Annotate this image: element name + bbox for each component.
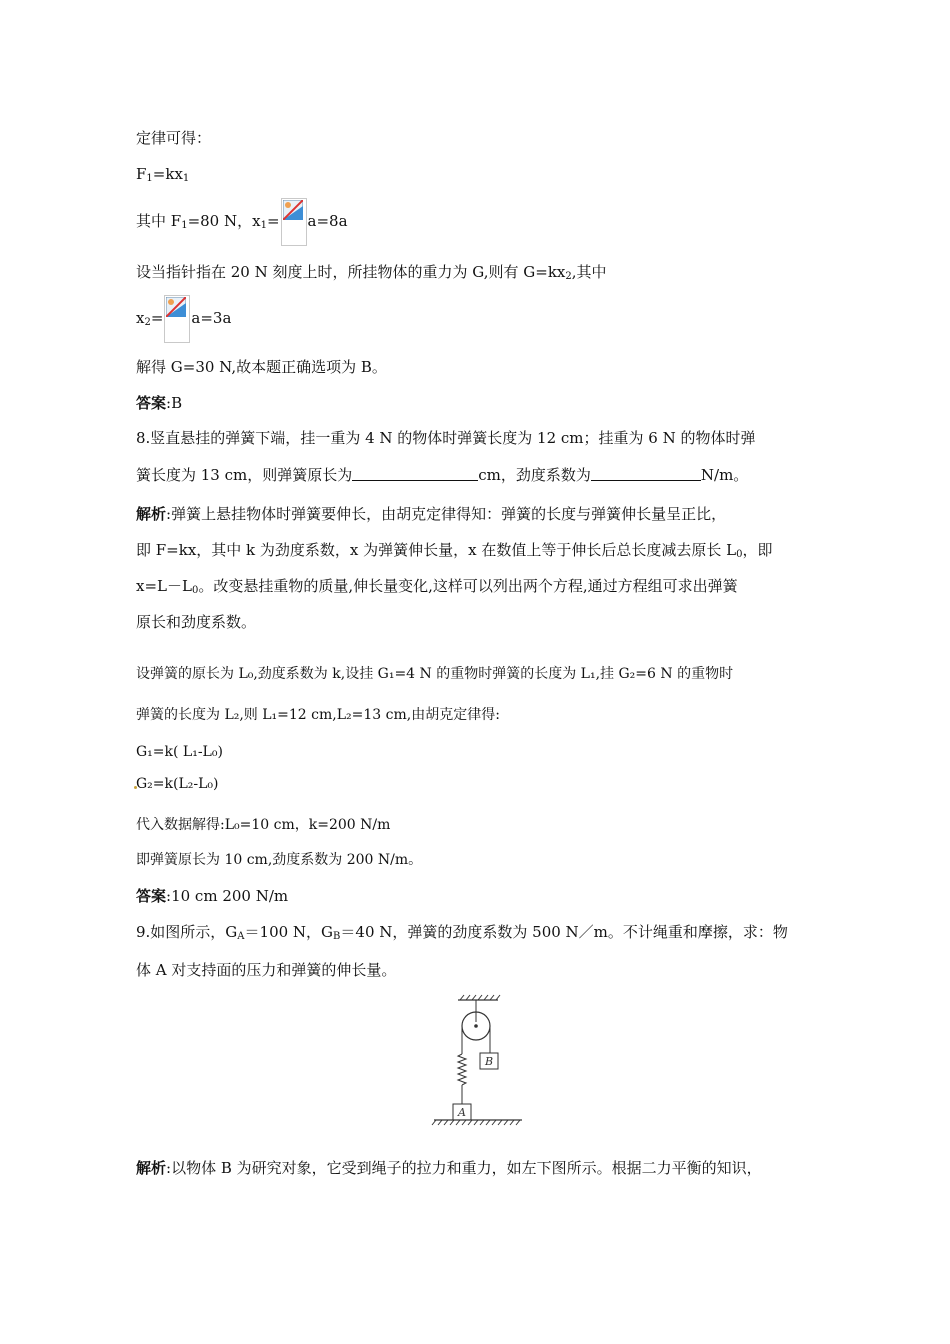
line-1: 定律可得： [136,129,212,147]
explanation-8-line-4: 原长和劲度系数。 [136,613,257,631]
line-6: 解得 G=30 N,故本题正确选项为 B。 [136,358,387,376]
answer-blank-1 [352,466,478,481]
line-formula-f1: $F_1=kx_1$ [136,165,190,184]
explanation-8-line-2: 即 F=kx，其中 k 为劲度系数，x 为弹簧伸长量，x 在数值上等于伸长后总长度减去原长 $L_0$，即 [136,541,773,560]
block-a-label: A [458,1106,466,1119]
line-4: 设当指针指在 20 N 刻度上时，所挂物体的重力为 G,则有 $G=kx_2$,其中 [136,263,607,282]
ceiling [458,995,500,1000]
explanation-9-line-1: 解析:以物体 B 为研究对象，它受到绳子的拉力和重力，如左下图所示。根据二力平衡的知识， [136,1159,762,1177]
explanation-8-line-1: 解析:弹簧上悬挂物体时弹簧要伸长，由胡克定律得知：弹簧的长度与弹簧伸长量呈正比， [136,505,727,523]
explanation-8-line-3: $x=L-L_0$。改变悬挂重物的质量,伸长量变化,这样可以列出两个方程,通过方程组可求出弹簧 [136,577,738,596]
broken-image-icon [164,295,190,343]
line-5: $x_2=$ a=3a [136,295,231,346]
ground [432,1120,522,1125]
answer-blank-2 [591,466,701,481]
answer-7: 答案:B [136,394,183,412]
equation-2: G₂=k(L₂-L₀) [136,776,219,792]
question-8-line-2: 簧长度为 13 cm，则弹簧原长为 cm，劲度系数为 N/m。 [136,466,749,484]
pulley-axle [474,1024,478,1028]
pulley-spring-diagram [430,992,530,1132]
explanation-8-line-5: 设弹簧的原长为 L₀,劲度系数为 k,设挂 G₁=4 N 的重物时弹簧的长度为 L₁,挂 G₂=6 N 的重物时 [136,666,734,682]
spring [458,1054,466,1085]
conclusion-8: 即弹簧原长为 10 cm,劲度系数为 200 N/m。 [136,852,423,868]
question-9-line-2: 体 A 对支持面的压力和弹簧的伸长量。 [136,961,397,979]
substitution-result: 代入数据解得:L₀=10 cm，k=200 N/m [136,817,391,833]
line-3: 其中 $F_1=80$ N，$x_1=$ a=8a [136,198,348,249]
block-b-label: B [484,1055,494,1068]
question-8-line-1: 8.竖直悬挂的弹簧下端，挂一重为 4 N 的物体时弹簧长度为 12 cm；挂重为 6 N 的物体时弹 [136,429,756,447]
broken-image-icon [281,198,307,246]
answer-8: 答案:10 cm 200 N/m [136,887,289,905]
explanation-8-line-6: 弹簧的长度为 L₂,则 L₁=12 cm,L₂=13 cm,由胡克定律得: [136,707,500,723]
equation-1: G₁=k( L₁-L₀) [136,744,223,760]
question-9-line-1: 9.如图所示，$G_A=100$ N，$G_B=40$ N，弹簧的劲度系数为 500 N／m。不计绳重和摩擦，求：物 [136,923,788,942]
